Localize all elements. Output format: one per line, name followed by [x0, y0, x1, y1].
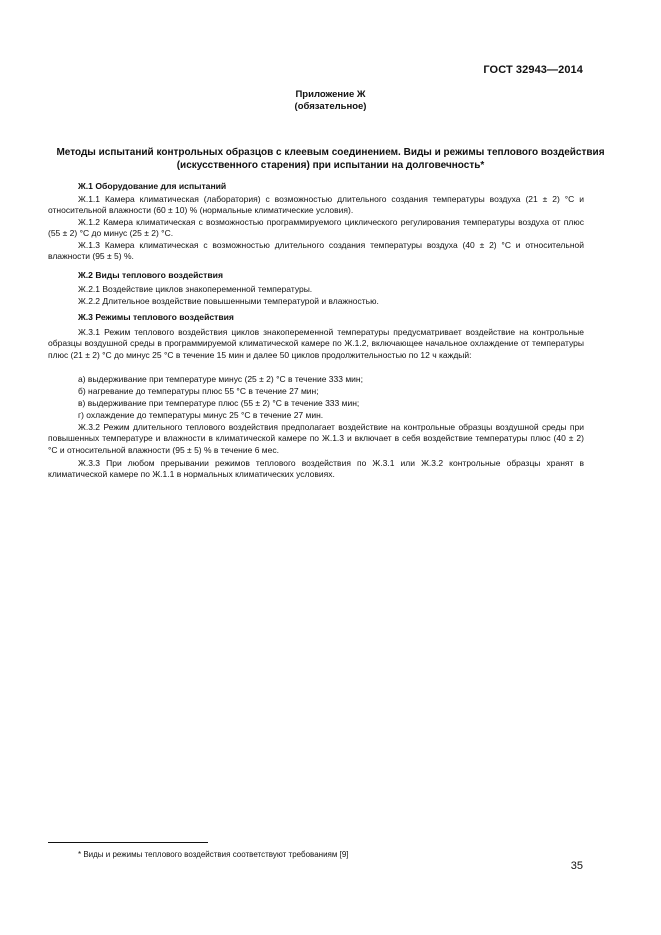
paragraph-3-3: Ж.3.3 При любом прерывании режимов теплового воздействия по Ж.3.1 или Ж.3.2 контрольные образцы хранят в климатической камере по Ж.1.1 в нормальных климатических условиях.: [48, 458, 584, 480]
paragraph-3-2: Ж.3.2 Режим длительного теплового воздействия предполагает воздействие на контрольные образцы воздушной среды при повышенных температуре и влажности в климатической камере по Ж.1.3 и включает в себя воздействие температуры плюс (40 ± 2) °С и относительной влажности (95 ± 5) % в течение 6 мес.: [48, 422, 584, 455]
list-item: а) выдерживание при температуре минус (25 ± 2) °С в течение 333 мин;: [78, 374, 363, 384]
list-item: в) выдерживание при температуре плюс (55 ± 2) °С в течение 333 мин;: [78, 398, 360, 408]
footnote: * Виды и режимы теплового воздействия соответствуют требованиям [9]: [78, 850, 349, 859]
section-heading-2: Ж.2 Виды теплового воздействия: [78, 270, 223, 280]
paragraph-1-1: Ж.1.1 Камера климатическая (лаборатория) с возможностью длительного создания температуры воздуха (21 ± 2) °С и относительной влажности (60 ± 10) % (нормальные климатические условия).: [48, 194, 584, 216]
appendix-title: Приложение Ж: [295, 89, 366, 100]
list-item: б) нагревание до температуры плюс 55 °С в течение 27 мин;: [78, 386, 319, 396]
section-heading-3: Ж.3 Режимы теплового воздействия: [78, 312, 234, 322]
paragraph-3-1: Ж.3.1 Режим теплового воздействия циклов знакопеременной температуры предусматривает воздействие на контрольные образцы воздушной среды в программируемой климатической камере по Ж.1.2, включающее начальное охлаждение от температуры плюс (21 ± 2) °С до минус 25 °С в течение 15 мин и далее 50 циклов продолжительностью по 12 ч каждый:: [48, 327, 584, 360]
list-item: г) охлаждение до температуры минус 25 °С в течение 27 мин.: [78, 410, 324, 420]
document-code: ГОСТ 32943—2014: [483, 64, 583, 76]
footnote-separator: [48, 842, 208, 843]
page-number: 35: [570, 860, 583, 872]
appendix-status: (обязательное): [294, 101, 367, 112]
paragraph-2-1: Ж.2.1 Воздействие циклов знакопеременной температуры.: [78, 284, 313, 294]
main-title: Методы испытаний контрольных образцов с клеевым соединением. Виды и режимы теплового воздействия (искусственного старения) при испытании на долговечность*: [56, 147, 605, 171]
section-heading-1: Ж.1 Оборудование для испытаний: [78, 181, 227, 191]
paragraph-2-2: Ж.2.2 Длительное воздействие повышенными температурой и влажностью.: [78, 296, 379, 306]
paragraph-1-3: Ж.1.3 Камера климатическая с возможностью длительного создания температуры воздуха (40 ± 2) °С и относительной влажности (95 ± 5) %.: [48, 240, 584, 262]
paragraph-1-2: Ж.1.2 Камера климатическая с возможностью программируемого циклического регулирования температуры воздуха от плюс (55 ± 2) °С до минус (25 ± 2) °С.: [48, 217, 584, 239]
